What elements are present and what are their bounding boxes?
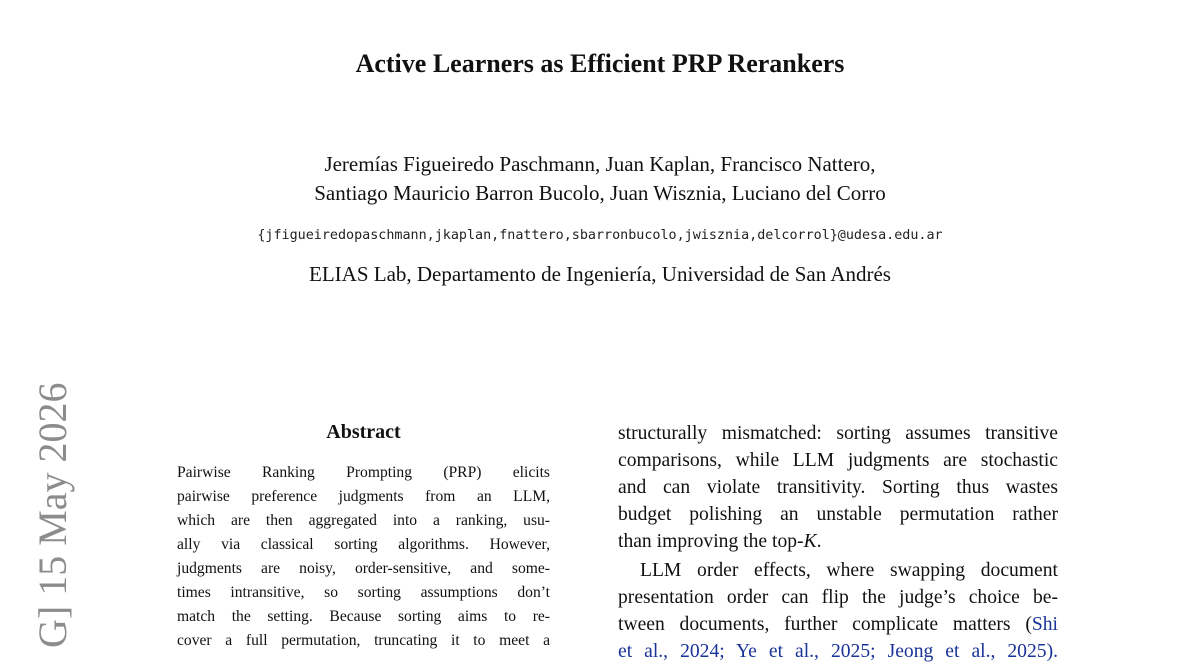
abstract-line: judgments are noisy, order-sensitive, and some- bbox=[177, 560, 550, 577]
body-line: structurally mismatched: sorting assumes transitive bbox=[618, 423, 1058, 444]
authors-line-1: Jeremías Figueiredo Paschmann, Juan Kaplan, Francisco Nattero, bbox=[324, 152, 876, 176]
body-line: presentation order can flip the judge’s choice be- bbox=[618, 587, 1058, 608]
citation-link[interactable]: Shi bbox=[1031, 614, 1058, 635]
abstract-line: which are then aggregated into a ranking, usu- bbox=[177, 512, 550, 529]
body-text: . bbox=[816, 531, 822, 552]
author-list bbox=[0, 150, 1200, 208]
abstract-line: ally via classical sorting algorithms. However, bbox=[177, 536, 550, 553]
authors-line-2: Santiago Mauricio Barron Bucolo, Juan Wisznia, Luciano del Corro bbox=[314, 181, 886, 205]
abstract-line: match the setting. Because sorting aims to re- bbox=[177, 608, 550, 625]
arxiv-stamp: G] 15 May 2026 bbox=[30, 382, 75, 648]
abstract-line: cover a full permutation, truncating it to meet a bbox=[177, 632, 550, 649]
body-text: than improving the top- bbox=[618, 531, 804, 552]
body-line: LLM order effects, where swapping document bbox=[640, 560, 1058, 581]
body-text: tween documents, further complicate matters ( bbox=[618, 614, 1032, 635]
body-line bbox=[618, 611, 1058, 638]
math-k: K bbox=[803, 531, 817, 552]
body-line: and can violate transitivity. Sorting thus wastes bbox=[618, 477, 1058, 498]
abstract-line: pairwise preference judgments from an LLM, bbox=[177, 488, 550, 505]
body-line: comparisons, while LLM judgments are stochastic bbox=[618, 450, 1058, 471]
affiliation: ELIAS Lab, Departamento de Ingeniería, Universidad de San Andrés bbox=[309, 262, 891, 286]
abstract-heading: Abstract bbox=[326, 421, 401, 443]
author-emails: {jfigueiredopaschmann,jkaplan,fnattero,sbarronbucolo,jwisznia,delcorrol}@udesa.edu.ar bbox=[257, 228, 943, 243]
body-line bbox=[618, 528, 1058, 555]
body-line: budget polishing an unstable permutation rather bbox=[618, 504, 1058, 525]
citation-line[interactable]: et al., 2024; Ye et al., 2025; Jeong et al., 2025). bbox=[618, 641, 1058, 662]
paper-title: Active Learners as Efficient PRP Rerankers bbox=[355, 49, 845, 78]
abstract-line: Pairwise Ranking Prompting (PRP) elicits bbox=[177, 464, 550, 481]
abstract-line: times intransitive, so sorting assumptions don’t bbox=[177, 584, 550, 601]
